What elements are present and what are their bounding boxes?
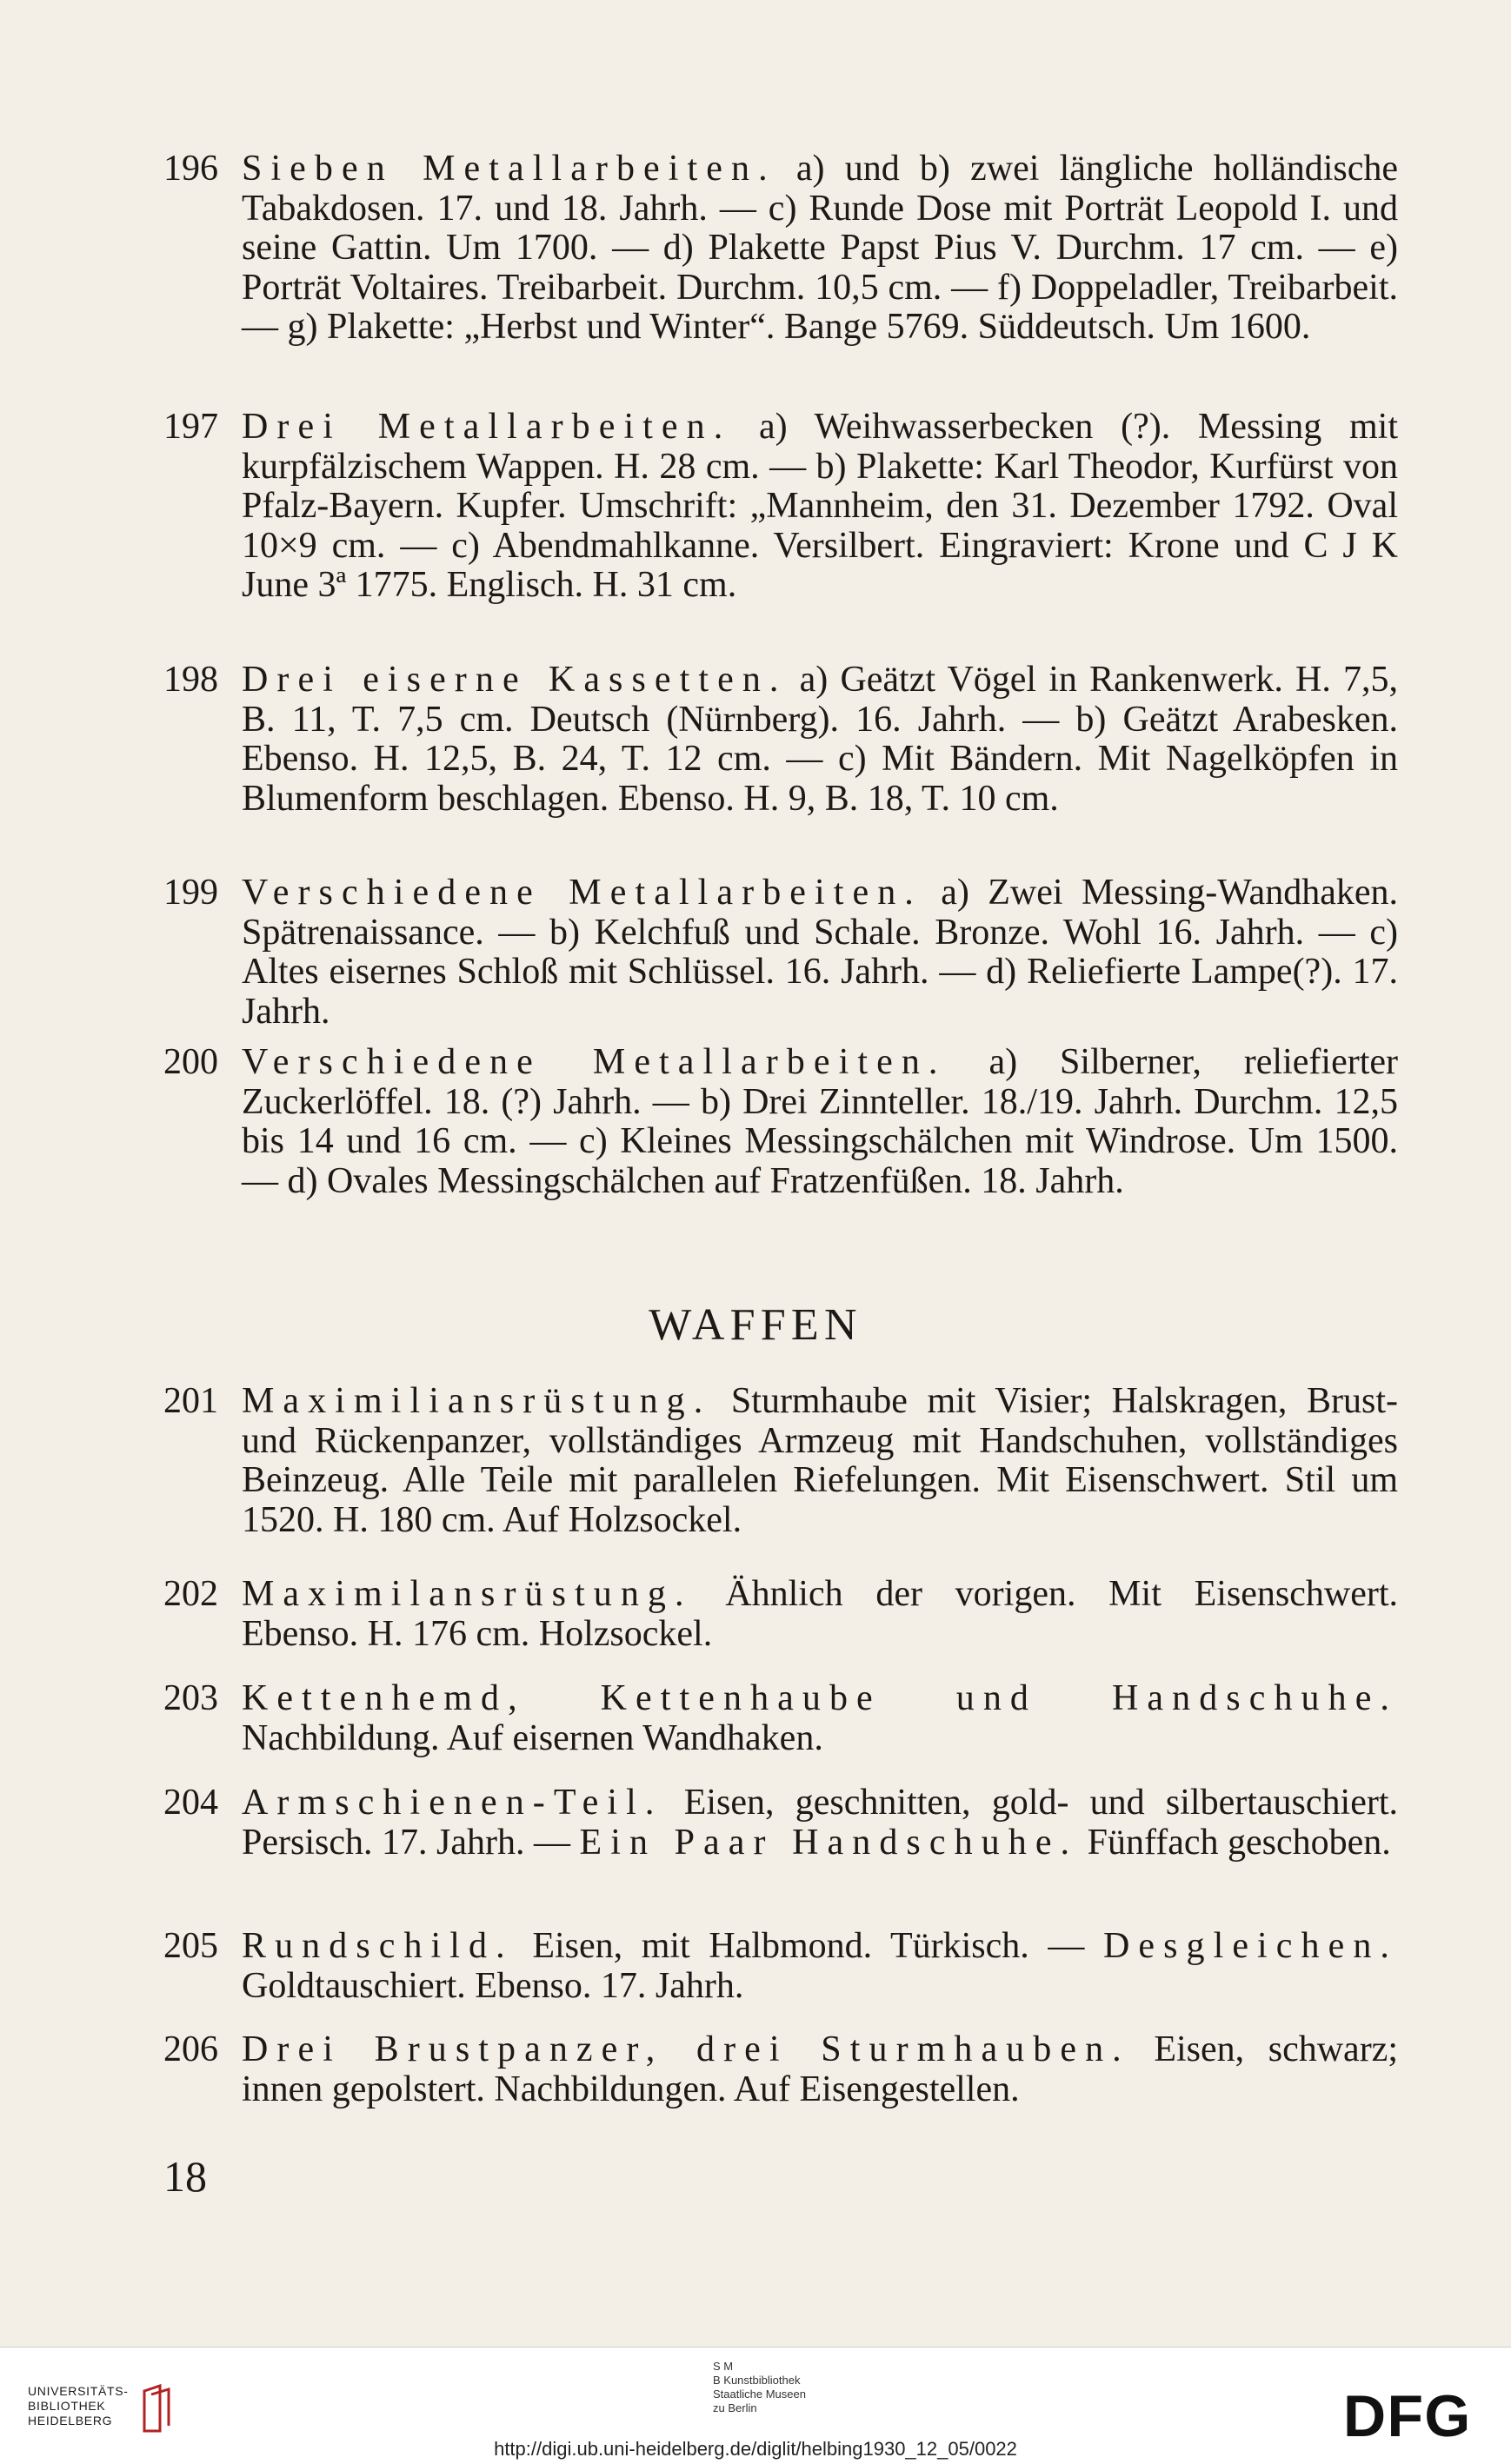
catalog-entry-197 — [163, 408, 1398, 606]
entry-subtext: Goldtauschiert. Ebenso. 17. Jahrh. — [242, 1965, 744, 2006]
entry-subtext: Fünffach geschoben. — [1078, 1822, 1391, 1863]
catalog-entry-201 — [163, 1382, 1398, 1540]
entry-number: 206 — [163, 2029, 218, 2069]
entry-number: 205 — [163, 1926, 218, 1966]
entry-text: a) Geätzt Vögel in Rankenwerk. H. 7,5, B. 11, T. 7,5 cm. Deutsch (Nürnberg). 16. Jahrh. — b) Geätzt Arabesken. Ebenso. H. 12,5, B. 24, T. 12 cm. — c) Mit Bändern. Mit Nagelköpfen in Blumenform beschlagen. Ebenso. H. 9, B. 18, T. 10 cm. — [242, 660, 1398, 819]
dfg-logo: DFG — [1343, 2383, 1472, 2449]
entry-title: Drei Metallarbeiten. — [242, 407, 732, 447]
entry-number: 201 — [163, 1381, 218, 1421]
entry-text: Sturmhaube mit Visier; Halskragen, Brust- und Rückenpanzer, vollständiges Armzeug mit Handschuhen, vollständiges Beinzeug. Alle Teile mit parallelen Riefelungen. Mit Eisenschwert. Stil um 1520. H. 180 cm. Auf Holzsockel. — [242, 1381, 1398, 1540]
university-logo-icon — [139, 2382, 174, 2434]
section-heading: WAFFEN — [649, 1300, 862, 1350]
entry-title: Drei eiserne Kassetten. — [242, 660, 788, 700]
entry-number: 199 — [163, 873, 218, 913]
catalog-entry-198 — [163, 661, 1398, 819]
university-library-label — [28, 2384, 129, 2428]
entry-number: 200 — [163, 1042, 218, 1082]
uni-line: BIBLIOTHEK — [28, 2399, 106, 2413]
entry-number: 196 — [163, 149, 218, 189]
entry-title: Maximiliansrüstung. — [242, 1381, 712, 1421]
catalog-entry-204 — [163, 1783, 1398, 1863]
entry-text: Eisen, schwarz; innen gepolstert. Nachbildungen. Auf Eisengestellen. — [242, 2029, 1398, 2109]
entry-number: 204 — [163, 1783, 218, 1823]
entry-number: 197 — [163, 407, 218, 447]
kunstbibliothek-logo — [713, 2360, 806, 2415]
entry-text: a) Zwei Messing-Wandhaken. Spätrenaissance. — b) Kelchfuß und Schale. Bronze. Wohl 16. Jahrh. — c) Altes eisernes Schloß mit Schlüssel. 16. Jahrh. — d) Reliefierte Lampe(?). 17. Jahrh. — [242, 873, 1398, 1032]
entry-title: Verschiedene Metallarbeiten. — [242, 873, 922, 913]
catalog-entry-200 — [163, 1043, 1398, 1201]
catalog-entry-196 — [163, 149, 1398, 348]
entry-subtitle: Ein Paar Handschuhe. — [579, 1822, 1079, 1863]
entry-number: 198 — [163, 660, 218, 700]
entry-title: Sieben Metallarbeiten. — [242, 149, 776, 189]
entry-title: Armschienen-Teil. — [242, 1783, 663, 1823]
entry-text: a) Silberner, reliefierter Zuckerlöffel. 18. (?) Jahrh. — b) Drei Zinnteller. 18./19. Jahrh. Durchm. 12,5 bis 14 und 16 cm. — c) Kleines Messingschälchen mit Windrose. Um 1500. — d) Ovales Messingschälchen auf Fratzenfüßen. 18. Jahrh. — [242, 1042, 1398, 1201]
entry-number: 203 — [163, 1678, 218, 1718]
uni-line: HEIDELBERG — [28, 2414, 113, 2427]
entry-text: a) Weihwasserbecken (?). Messing mit kurpfälzischem Wappen. H. 28 cm. — b) Plakette: Karl Theodor, Kurfürst von Pfalz-Bayern. Kupfer. Umschrift: „Mannheim, den 31. Dezember 1792. Oval 10×9 cm. — c) Abendmahlkanne. Versilbert. Eingraviert: Krone und C J K June 3ª 1775. Englisch. H. 31 cm. — [242, 407, 1398, 605]
center-line: B Kunstbibliothek — [713, 2374, 801, 2387]
center-line: zu Berlin — [713, 2401, 757, 2414]
catalog-entry-202 — [163, 1575, 1398, 1654]
entry-title: Drei Brustpanzer, drei Sturmhauben. — [242, 2029, 1130, 2069]
catalog-entry-206 — [163, 2030, 1398, 2109]
source-url-link[interactable]: http://digi.ub.uni-heidelberg.de/diglit/helbing1930_12_05/0022 — [494, 2438, 1017, 2460]
entry-text: Eisen, geschnitten, gold- und silbertauschiert. Persisch. 17. Jahrh. — — [242, 1783, 1398, 1863]
entry-text: Eisen, mit Halbmond. Türkisch. — — [513, 1926, 1103, 1966]
entry-text: a) und b) zwei längliche holländische Tabakdosen. 17. und 18. Jahrh. — c) Runde Dose mit Porträt Leopold I. und seine Gattin. Um 1700. — d) Plakette Papst Pius V. Durchm. 17 cm. — e) Porträt Voltaires. Treibarbeit. Durchm. 10,5 cm. — f) Doppeladler, Treibarbeit. — g) Plakette: „Herbst und Winter“. Bange 5769. Süddeutsch. Um 1600. — [242, 149, 1398, 347]
entry-text: Ähnlich der vorigen. Mit Eisenschwert. Ebenso. H. 176 cm. Holzsockel. — [242, 1574, 1398, 1654]
uni-line: UNIVERSITÄTS- — [28, 2384, 129, 2398]
entry-title: Kettenhemd, Kettenhaube und Handschuhe. — [242, 1678, 1398, 1718]
entry-subtitle: Desgleichen. — [1102, 1926, 1398, 1966]
catalog-entry-203 — [163, 1679, 1398, 1758]
footer-bar — [0, 2347, 1511, 2464]
entry-text: Nachbildung. Auf eisernen Wandhaken. — [242, 1717, 823, 1758]
catalog-entry-205 — [163, 1927, 1398, 2006]
entry-title: Rundschild. — [242, 1926, 514, 1966]
center-line: Staatliche Museen — [713, 2388, 806, 2401]
entry-title: Verschiedene Metallarbeiten. — [242, 1042, 947, 1082]
catalog-entry-199 — [163, 873, 1398, 1032]
page-number: 18 — [163, 2152, 207, 2201]
entry-title: Maximilansrüstung. — [242, 1574, 693, 1614]
center-line: S M — [713, 2360, 734, 2373]
entry-number: 202 — [163, 1574, 218, 1614]
